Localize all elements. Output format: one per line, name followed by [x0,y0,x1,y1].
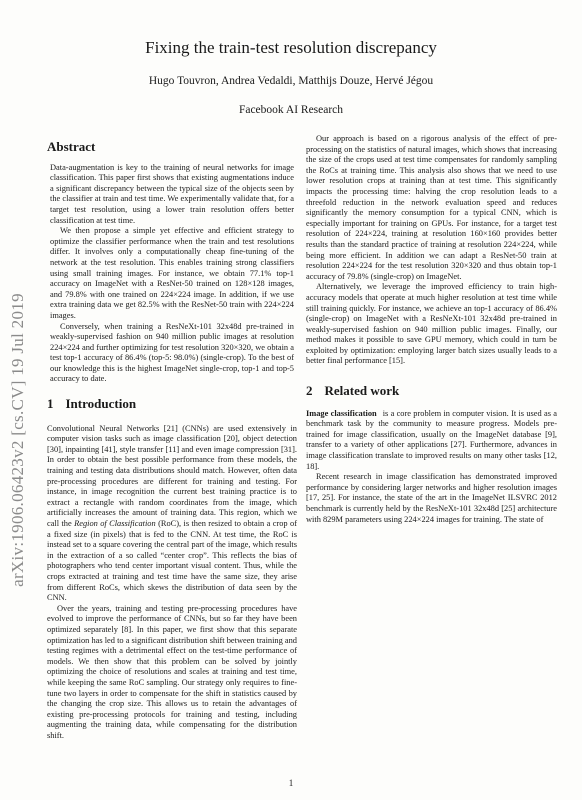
section-title: Related work [324,383,400,399]
text-run: (RoC), is then resized to obtain a crop of a fixed size (in pixels) that is fed to the CNN. At test time, the RoC is instead set to a square covering the central part of the image, which results in the extraction of a so called “center crop”. This reflects the bias of photographers who tend center important visual content. Thus, while the crops extracted at training and test time have the same size, they arise from different RoCs, which skews the distribution of data seen by the CNN. [47,519,297,603]
left-column [47,134,297,741]
affiliation: Facebook AI Research [238,104,344,116]
body-paragraph: Alternatively, we leverage the improved efficiency to train high-accuracy models that operate at much higher resolution at test time while still training quickly. For instance, we achieve an top-1 accuracy of 86.4% (single-crop) on ImageNet with a ResNeXt-101 32x48d pre-trained in weakly-supervised fashion on 940 million public images. Finally, our method makes it possible to save GPU memory, which could in turn be exploited by optimization: employing larger batch sizes usually leads to a better final performance [15]. [306,282,557,366]
section-heading-introduction [47,396,297,412]
text-run: Convolutional Neural Networks [21] (CNNs) are used extensively in computer vision tasks such as image classification [20], object detection [30], inpainting [41], style transfer [11] and even image compression [31]. In order to obtain the best possible performance from these models, the training and testing data distributions should match. However, often data pre-processing procedures are different for training and testing. For instance, in image recognition the current best training practice is to extract a rectangle with random coordinates from the image, which artificially increases the amount of training data. This region, which we call the [47,423,297,528]
section-number: 1 [47,396,54,412]
abstract-paragraph: We then propose a simple yet effective and efficient strategy to optimize the classifier performance when the train and test resolutions differ. It involves only a computationally cheap fine-tuning of the network at the test resolution. This enables training strong classifiers using small training images. For instance, we obtain 77.1% top-1 accuracy on ImageNet with a ResNet-50 trained on 128×128 images, and 79.8% with one trained on 224×224 image. In addition, if we use extra training data we get 82.5% with the ResNet-50 train with 224×224 images. [50,226,294,320]
arxiv-identifier: arXiv:1906.06423v2 [cs.CV] 19 Jul 2019 [8,293,27,587]
paper-title: Fixing the train-test resolution discrepancy [145,38,437,57]
abstract-heading: Abstract [47,139,96,154]
run-in-heading: Image classification [306,408,377,418]
abstract-paragraph: Data-augmentation is key to the training of neural networks for image classification. This paper first shows that existing augmentations induce a significant discrepancy between the typical size of the objects seen by the classifier at train and test time. We experimentally validate that, for a target test resolution, using a lower train resolution offers better classification at test time. [50,162,294,225]
page-number: 1 [288,778,294,788]
body-paragraph [47,424,297,604]
abstract-body [47,163,297,385]
author-list: Hugo Touvron, Andrea Vedaldi, Matthijs Douze, Hervé Jégou [148,75,434,87]
body-paragraph: Recent research in image classification has demonstrated improved performance by considering larger networks and higher resolution images [17, 25]. For instance, the state of the art in the ImageNet ILSVRC 2012 benchmark is currently held by the ResNeXt-101 32x48d [25] architecture with 829M parameters using 224×224 images for training. The state of [306,472,557,524]
section-number: 2 [306,383,313,399]
emphasized-term: Region of Classification [74,519,156,528]
text-run: is a core problem in computer vision. It is used as a benchmark task by the community to measure progress. Models pre-trained for image classification, usually on the ImageNet database [9], transfer to a variety of other applications [27]. Furthermore, advances in image classification translate to improved results on many other tasks [12, 18]. [306,408,557,471]
right-column [306,134,557,525]
abstract-paragraph: Conversely, when training a ResNeXt-101 32x48d pre-trained in weakly-supervised fashion on 940 million public images at resolution 224×224 and further optimizing for test resolution 320×320, we obtain a test top-1 accuracy of 86.4% (top-5: 98.0%) (single-crop). To the best of our knowledge this is the highest ImageNet single-crop, top-1 and top-5 accuracy to date. [50,321,294,384]
body-paragraph: Our approach is based on a rigorous analysis of the effect of pre-processing on the statistics of natural images, which shows that increasing the size of the crops used at test time compensates for randomly sampling the RoCs at training time. This analysis also shows that we need to use lower resolution crops at training than at test time. This significantly impacts the processing time: halving the crop resolution leads to a threefold reduction in the network evaluation speed and reduces significantly the memory consumption for a typical CNN, which is especially important for training on GPUs. For instance, for a target test resolution of 224×224, training at resolution 160×160 provides better results than the standard practice of training at resolution 224×224, while being more efficient. In addition we can adapt a ResNet-50 train at resolution 224×224 for the test resolution 320×320 and thus obtain top-1 accuracy of 79.8% (single-crop) on ImageNet. [306,134,557,281]
section-title: Introduction [65,396,137,412]
body-paragraph: Over the years, training and testing pre-processing procedures have evolved to improve the performance of CNNs, but so far they have been optimized separately [8]. In this paper, we first show that this separate optimization has led to a significant distribution shift between training and testing regimes with a detrimental effect on the test-time performance of models. We then show that this problem can be solved by jointly optimizing the choice of resolutions and scales at training and test time, while keeping the same RoC sampling. Our strategy only requires to fine-tune two layers in order to compensate for the shift in statistics caused by the changing the crop size. This allows us to retain the advantages of existing pre-processing protocols for training and testing, including augmenting the training data, while compensating for the distribution shift. [47,603,297,740]
body-paragraph [306,409,557,473]
section-heading-related-work [306,383,557,399]
